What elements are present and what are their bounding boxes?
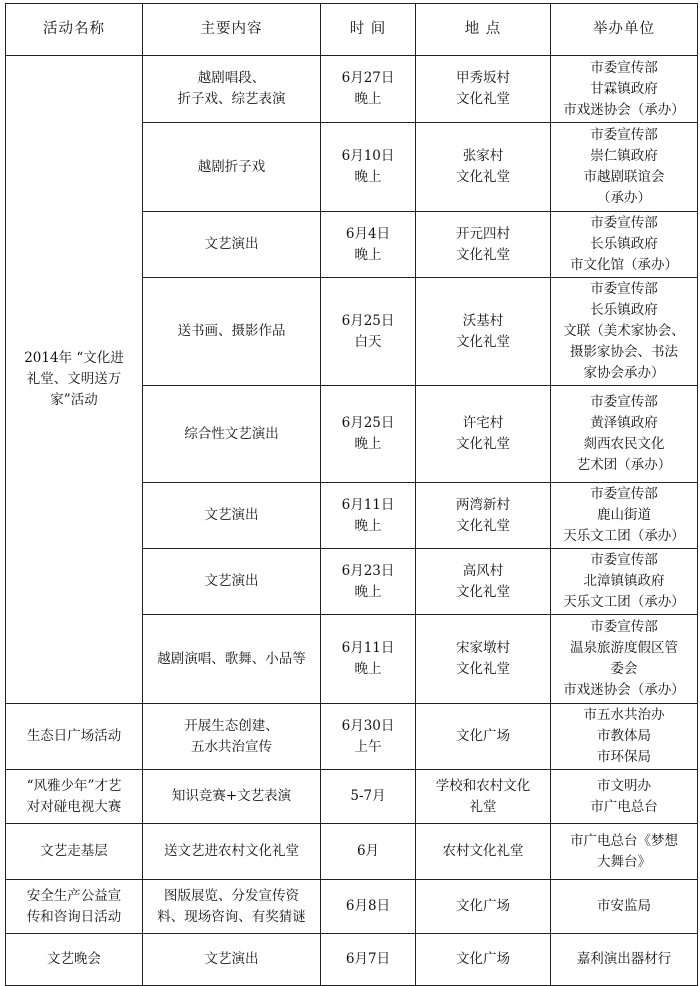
organizer-cell: 嘉利演出器材行 — [551, 934, 698, 986]
table-row — [6, 770, 698, 824]
table-row — [6, 704, 698, 770]
time-cell: 6月25日 白天 — [321, 278, 416, 386]
content-cell: 图版展览、分发宣传资 料、现场咨询、有奖猜谜 — [143, 880, 321, 934]
place-cell: 甲秀坂村 文化礼堂 — [416, 56, 551, 123]
organizer-cell: 市委宣传部 甘霖镇政府 市戏迷协会（承办） — [551, 56, 698, 123]
organizer-cell: 市安监局 — [551, 880, 698, 934]
time-cell: 6月30日 上午 — [321, 704, 416, 770]
table-row — [6, 880, 698, 934]
content-cell: 越剧演唱、歌舞、小品等 — [143, 615, 321, 704]
table-row — [6, 56, 698, 123]
activity-name-cell: 安全生产公益宣 传和咨询日活动 — [6, 880, 143, 934]
organizer-cell: 市文明办 市广电总台 — [551, 770, 698, 824]
time-cell: 6月 — [321, 824, 416, 880]
header-time: 时 间 — [321, 4, 416, 56]
content-cell: 送书画、摄影作品 — [143, 278, 321, 386]
table-row — [6, 934, 698, 986]
organizer-cell: 市委宣传部 长乐镇政府 市文化馆（承办） — [551, 212, 698, 278]
activity-name-cell: 生态日广场活动 — [6, 704, 143, 770]
organizer-cell: 市委宣传部 鹿山街道 天乐文工团（承办） — [551, 483, 698, 549]
place-cell: 农村文化礼堂 — [416, 824, 551, 880]
content-cell: 文艺演出 — [143, 934, 321, 986]
content-cell: 开展生态创建、 五水共治宣传 — [143, 704, 321, 770]
time-cell: 6月27日 晚上 — [321, 56, 416, 123]
activity-name-cell: 2014年 “文化进 礼堂、文明送万 家”活动 — [6, 56, 143, 704]
organizer-cell: 市五水共治办 市教体局 市环保局 — [551, 704, 698, 770]
header-place: 地 点 — [416, 4, 551, 56]
place-cell: 宋家墩村 文化礼堂 — [416, 615, 551, 704]
place-cell: 文化广场 — [416, 880, 551, 934]
place-cell: 沃基村 文化礼堂 — [416, 278, 551, 386]
header-main-content: 主要内容 — [143, 4, 321, 56]
place-cell: 学校和农村文化 礼堂 — [416, 770, 551, 824]
content-cell: 文艺演出 — [143, 549, 321, 615]
activity-schedule-table — [5, 3, 698, 986]
content-cell: 文艺演出 — [143, 212, 321, 278]
header-organizer: 举办单位 — [551, 4, 698, 56]
place-cell: 高风村 文化礼堂 — [416, 549, 551, 615]
activity-name-cell: 文艺晚会 — [6, 934, 143, 986]
time-cell: 6月11日 晚上 — [321, 483, 416, 549]
table-row — [6, 824, 698, 880]
place-cell: 开元四村 文化礼堂 — [416, 212, 551, 278]
time-cell: 6月4日 晚上 — [321, 212, 416, 278]
place-cell: 两湾新村 文化礼堂 — [416, 483, 551, 549]
place-cell: 文化广场 — [416, 934, 551, 986]
content-cell: 文艺演出 — [143, 483, 321, 549]
time-cell: 6月7日 — [321, 934, 416, 986]
time-cell: 6月23日 晚上 — [321, 549, 416, 615]
header-row — [6, 4, 698, 56]
content-cell: 越剧唱段、 折子戏、综艺表演 — [143, 56, 321, 123]
place-cell: 许宅村 文化礼堂 — [416, 386, 551, 483]
organizer-cell: 市委宣传部 黄泽镇政府 剡西农民文化 艺术团（承办） — [551, 386, 698, 483]
content-cell: 送文艺进农村文化礼堂 — [143, 824, 321, 880]
organizer-cell: 市委宣传部 温泉旅游度假区管 委会 市戏迷协会（承办） — [551, 615, 698, 704]
time-cell: 6月8日 — [321, 880, 416, 934]
time-cell: 5-7月 — [321, 770, 416, 824]
content-cell: 越剧折子戏 — [143, 123, 321, 212]
content-cell: 知识竞赛+文艺表演 — [143, 770, 321, 824]
organizer-cell: 市委宣传部 北漳镇镇政府 天乐文工团（承办） — [551, 549, 698, 615]
header-activity-name: 活动名称 — [6, 4, 143, 56]
activity-name-cell: “风雅少年”才艺 对对碰电视大赛 — [6, 770, 143, 824]
time-cell: 6月25日 晚上 — [321, 386, 416, 483]
organizer-cell: 市委宣传部 崇仁镇政府 市越剧联谊会 （承办） — [551, 123, 698, 212]
place-cell: 文化广场 — [416, 704, 551, 770]
time-cell: 6月11日 晚上 — [321, 615, 416, 704]
time-cell: 6月10日 晚上 — [321, 123, 416, 212]
activity-name-cell: 文艺走基层 — [6, 824, 143, 880]
place-cell: 张家村 文化礼堂 — [416, 123, 551, 212]
organizer-cell: 市委宣传部 长乐镇政府 文联（美术家协会、 摄影家协会、书法 家协会承办） — [551, 278, 698, 386]
organizer-cell: 市广电总台《梦想 大舞台》 — [551, 824, 698, 880]
content-cell: 综合性文艺演出 — [143, 386, 321, 483]
